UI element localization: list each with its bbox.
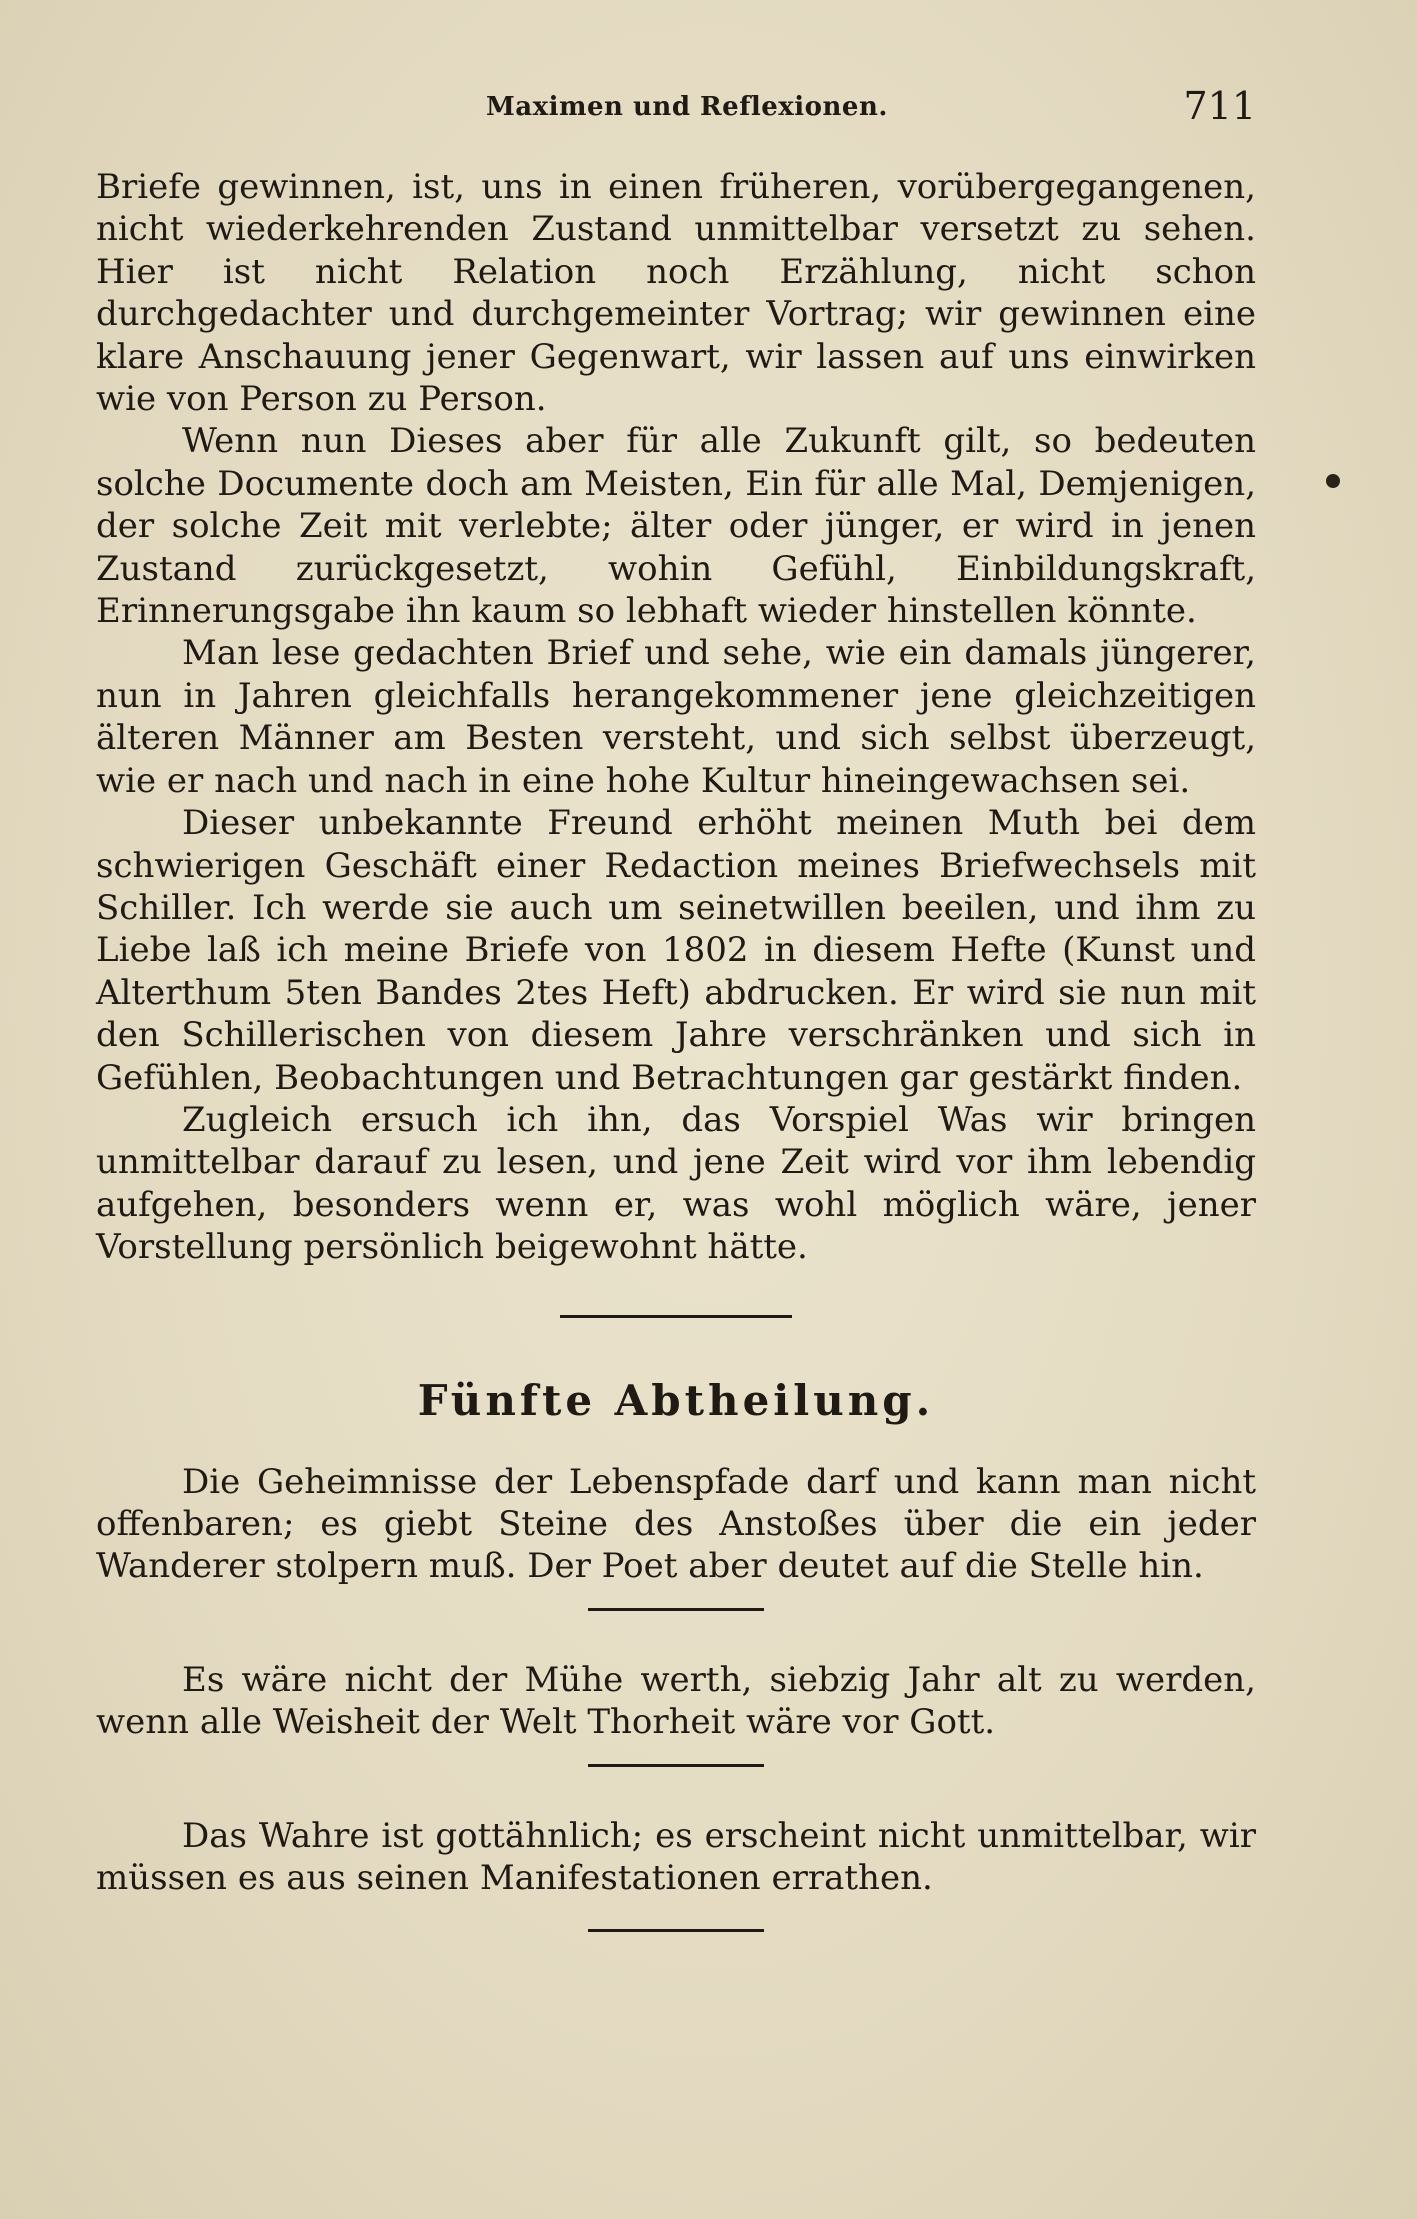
maxim-3 <box>96 1815 1256 1933</box>
paragraph-1: Briefe gewinnen, ist, uns in einen früheren, vorübergegangenen, nicht wiederkehrenden Zustand unmittelbar versetzt zu sehen. Hier ist nicht Relation noch Erzählung, nicht schon durchgedachter und durchgemeinter Vortrag; wir gewinnen eine klare Anschauung jener Gegenwart, wir lassen auf uns einwirken wie von Person zu Person. <box>96 167 1256 420</box>
maxim-divider <box>588 1929 764 1932</box>
section-divider <box>560 1315 792 1318</box>
section-heading: Fünfte Abtheilung. <box>417 1375 935 1425</box>
maxim-text: Die Geheimnisse der Lebenspfade darf und kann man nicht offenbaren; es giebt Steine des Anstoßes über die ein jeder Wanderer stolpern muß. Der Poet aber deutet auf die Stelle hin. <box>96 1461 1256 1587</box>
margin-dot-mark <box>1326 474 1340 488</box>
maxim-2 <box>96 1659 1256 1767</box>
maxim-divider <box>588 1764 764 1767</box>
maxim-divider <box>588 1608 764 1611</box>
maxim-text: Das Wahre ist gottähnlich; es erscheint nicht unmittelbar, wir müssen es aus seinen Manifestationen errathen. <box>96 1815 1256 1898</box>
running-header <box>96 84 1256 134</box>
maxim-1 <box>96 1461 1256 1611</box>
paragraph-3: Man lese gedachten Brief und sehe, wie ein damals jüngerer, nun in Jahren gleichfalls herangekommener jene gleichzeitigen älteren Männer am Besten versteht, und sich selbst überzeugt, wie er nach und nach in eine hohe Kultur hineingewachsen sei. <box>96 633 1256 801</box>
paragraph-4: Dieser unbekannte Freund erhöht meinen Muth bei dem schwierigen Geschäft einer Redaction meines Briefwechsels mit Schiller. Ich werde sie auch um seinetwillen beeilen, und ihm zu Liebe laß ich meine Briefe von 1802 in diesem Hefte (Kunst und Alterthum 5ten Bandes 2tes Heft) abdrucken. Er wird sie nun mit den Schillerischen von diesem Jahre verschränken und sich in Gefühlen, Beobachtungen und Betrachtungen gar gestärkt finden. <box>96 803 1256 1098</box>
maxim-text: Es wäre nicht der Mühe werth, siebzig Jahr alt zu werden, wenn alle Weisheit der Welt Thorheit wäre vor Gott. <box>96 1659 1256 1743</box>
page-number: 711 <box>1183 84 1256 128</box>
body-text <box>96 166 1256 1980</box>
paragraph-2: Wenn nun Dieses aber für alle Zukunft gilt, so bedeuten solche Documente doch am Meisten, Ein für alle Mal, Demjenigen, der solche Zeit mit verlebte; älter oder jünger, er wird in jenen Zustand zurückgesetzt, wohin Gefühl, Einbildungskraft, Erinnerungsgabe ihn kaum so lebhaft wieder hinstellen könnte. <box>96 421 1256 632</box>
paragraph-5: Zugleich ersuch ich ihn, das Vorspiel Was wir bringen unmittelbar darauf zu lesen, und jene Zeit wird vor ihm lebendig aufgehen, besonders wenn er, was wohl möglich wäre, jener Vorstellung persönlich beigewohnt hätte. <box>96 1099 1256 1268</box>
running-title: Maximen und Reflexionen. <box>486 92 888 122</box>
